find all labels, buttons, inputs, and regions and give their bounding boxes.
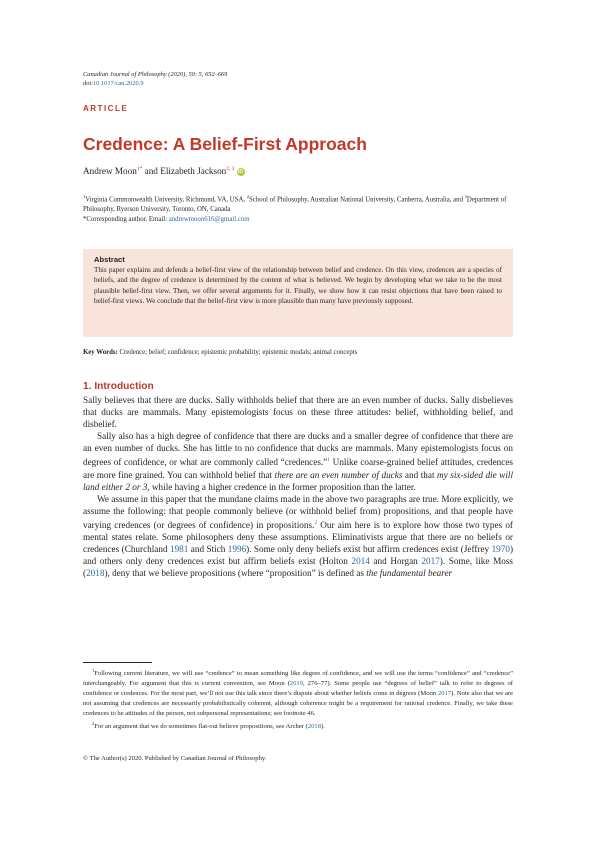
affiliation-marker: 3 — [464, 194, 467, 199]
text-run: Sally also has a high degree of confidence that there are ducks and a smaller degree of confidence that there are an even number of ducks. She has little to no confidence that ducks are mammals. Many epistemologists focus on degrees of confidence, or what are commonly called “credences.” — [83, 431, 513, 468]
citation-link[interactable]: 2017 — [421, 556, 440, 567]
doi-prefix: doi: — [83, 80, 93, 87]
text-run: ). — [321, 722, 325, 730]
citation-link[interactable]: 2014 — [351, 556, 370, 567]
text-run: We assume in this paper that the mundane claims made in the above two paragraphs are true. More explicitly, we assume the following: that people commonly believe (or withhold belief from) propositions, and that people have varying credences (or degrees of confidence) in propositions. — [83, 493, 513, 531]
orcid-icon[interactable]: iD — [238, 168, 244, 175]
text-run: For an argument that we do sometimes flat-out believe propositions, see Archer ( — [94, 722, 308, 730]
text-run: ), deny that we believe propositions (where “proposition” is defined as — [104, 568, 367, 579]
affiliation-text: Virginia Commonwealth University, Richmond, VA, USA, — [85, 196, 247, 204]
text-run: ) and others only deny credences exist but affirm beliefs exist (Holton — [83, 544, 514, 567]
author-line — [83, 166, 245, 176]
article-type-label: ARTICLE — [83, 104, 129, 113]
text-run: and that — [402, 469, 438, 480]
journal-citation: Canadian Journal of Philosophy (2020), 50: 5, 652–669 — [83, 71, 228, 78]
affiliation-marker: 2 — [246, 194, 250, 199]
author-name: Andrew Moon — [83, 166, 137, 177]
italic-run: the fundamental bearer — [366, 568, 453, 579]
paper-title: Credence: A Belief-First Approach — [83, 134, 367, 154]
footnote-divider — [83, 662, 152, 663]
doi-line — [83, 80, 144, 88]
footnotes — [83, 666, 513, 732]
citation-link[interactable]: 2018 — [86, 568, 105, 579]
text-run: and Stich — [188, 544, 228, 555]
author-conjunction: and — [142, 166, 161, 177]
footnote-marker[interactable]: 2 — [314, 520, 318, 526]
body-text — [83, 394, 513, 580]
author-name: Elizabeth Jackson — [160, 166, 227, 177]
affiliation-text: School of Philosophy, Australian National University, Canberra, Australia, and — [249, 196, 465, 204]
footnote-marker[interactable]: 1 — [327, 457, 331, 464]
abstract-text: This paper explains and defends a belief-first view of the relationship between belief and credence. On this view, credences are a species of beliefs, and the degree of credence is determined by the content of what is believed. We begin by developing what we take to be the most plausible belief-first view. Then, we offer several arguments for it. Finally, we show how it can resist objections that have been raised to belief-first views. We conclude that the belief-first view is more plausible than many have previously supposed. — [94, 266, 502, 305]
text-run: Following current literature, we will use “credence” to mean something like degree of confidence, and we will use the terms “confidence” and “credence” interchangeably. For argument that this is current convention, see Moon ( — [83, 670, 513, 688]
paragraph — [83, 493, 513, 580]
italic-run: there are an even number of ducks — [274, 469, 403, 480]
corresponding-author-label: *Corresponding author. Email: — [83, 216, 169, 224]
citation-link[interactable]: 1981 — [169, 544, 189, 555]
italic-run: my six-sided die will land either 2 or 3 — [83, 469, 513, 492]
footnote — [83, 666, 513, 719]
citation-link[interactable]: 2018 — [307, 722, 322, 730]
text-run: , 276–77). Some people use “degrees of belief” talk to refer to degrees of confidence or credences. For the most part, we’ll not use this talk since there’s dispute about whether beliefs come in degrees (Moon — [83, 680, 513, 697]
text-run: ). Some, like Moss ( — [83, 556, 513, 579]
paragraph — [83, 430, 513, 493]
citation-link[interactable]: 1996 — [227, 544, 247, 555]
corresponding-email-link[interactable]: andrewmoon616@gmail.com — [168, 216, 250, 224]
author-affiliation-marker[interactable]: 2, 3 — [226, 166, 235, 172]
affiliation-text: Department of Philosophy, Ryerson University, Toronto, ON, Canada — [83, 196, 507, 214]
text-run: and Horgan — [369, 556, 422, 567]
copyright-notice: © The Author(s) 2020. Published by Canadian Journal of Philosophy. — [83, 755, 267, 762]
citation-link[interactable]: 2019 — [289, 680, 303, 688]
citation-link[interactable]: 2017 — [437, 690, 452, 697]
abstract-box — [83, 249, 513, 337]
affiliations — [83, 192, 513, 225]
abstract-heading: Abstract — [94, 255, 125, 264]
keywords-text: Credence; belief; confidence; epistemic probability; epistemic modals; animal concepts — [117, 349, 358, 356]
text-run: ). Some only deny beliefs exist but affirm credences exist (Jeffrey — [246, 544, 492, 555]
text-run: Our aim here is to explore how those two types of mental states relate. Some philosophers deny these assumptions. Eliminativists argue that there are no beliefs or credences (Churchland — [83, 520, 513, 555]
section-heading: 1. Introduction — [83, 381, 154, 392]
affiliation-marker: 1 — [83, 194, 86, 199]
doi-link[interactable]: 10.1017/can.2020.9 — [92, 80, 144, 87]
keywords — [83, 348, 513, 357]
text-run: ). Note also that we are not assuming that credences are necessarily probabilistically coherent, although coherence might be a requirement for rational credence. Finally, we take these credences to be attitudes of the person, not subpersonal representations; see footnote 46. — [83, 690, 514, 717]
author-affiliation-marker[interactable]: 1* — [136, 166, 143, 172]
text-run: Unlike coarse-grained belief attitudes, credences are more fine grained. You can withhold belief that — [83, 457, 513, 480]
citation-link[interactable]: 1970 — [491, 544, 510, 555]
footnote — [83, 719, 513, 732]
footnote-number: 2 — [92, 720, 95, 726]
paragraph: Sally believes that there are ducks. Sally withholds belief that there are an even number of ducks. Sally disbelieves that ducks are mammals. Many epistemologists focus on these three attitudes: belief, withholding belief, and disbelief. — [83, 395, 513, 430]
text-run: , while having a higher credence in the former proposition than the latter. — [147, 481, 416, 492]
keywords-label: Key Words: — [83, 349, 118, 356]
footnote-number: 1 — [92, 668, 95, 673]
